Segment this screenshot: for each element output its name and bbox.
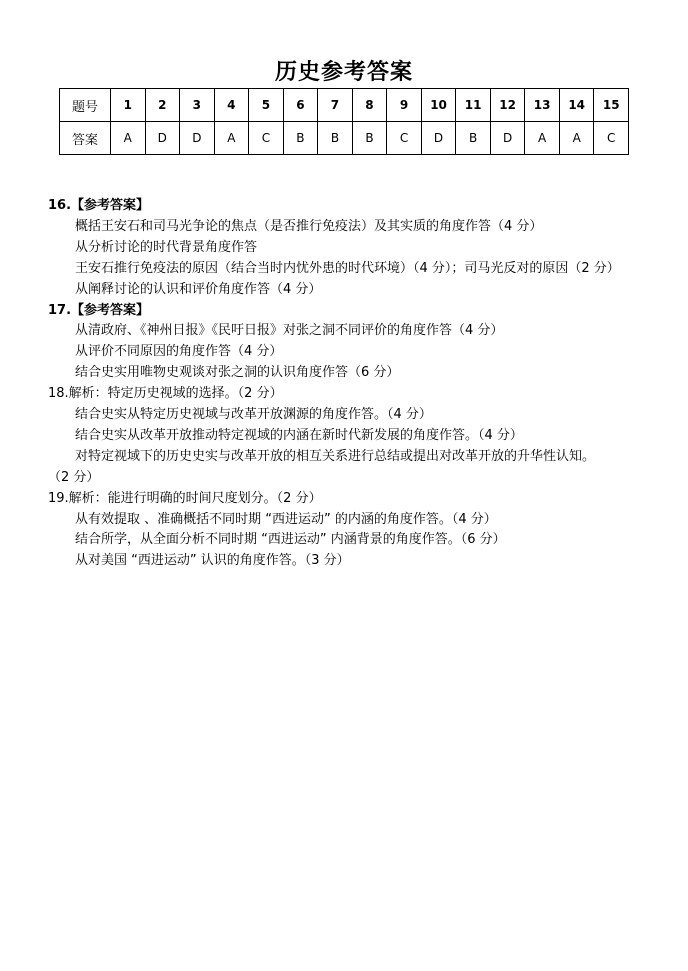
question-heading: 17.【参考答案】: [48, 302, 150, 318]
explanation-line: 从阐释讨论的认识和评价角度作答（4 分）: [75, 281, 322, 297]
explanation-line: （2 分）: [48, 469, 100, 485]
answer-cell: C: [594, 122, 629, 155]
answer-cell: A: [111, 122, 146, 155]
explanation-line: 从评价不同原因的角度作答（4 分）: [75, 344, 283, 360]
question-number-cell: 10: [421, 89, 456, 122]
explanation-line: 结合史实用唯物史观谈对张之洞的认识角度作答（6 分）: [75, 365, 400, 381]
explanation-line: 结合史实从特定历史视域与改革开放渊源的角度作答。（4 分）: [75, 407, 432, 422]
row-header-answer: 答案: [60, 122, 111, 155]
answer-cell: B: [318, 122, 353, 155]
explanation-line: 从分析讨论的时代背景角度作答: [75, 239, 258, 255]
answer-cell: B: [456, 122, 491, 155]
question-number-cell: 15: [594, 89, 629, 122]
question-heading: 16.【参考答案】: [48, 198, 150, 213]
explanation-line: 从对美国 “西进运动” 认识的角度作答。（3 分）: [75, 553, 350, 569]
answer-cell: A: [559, 122, 594, 155]
question-number-cell: 11: [456, 89, 491, 122]
question-number-cell: 1: [111, 89, 146, 122]
question-number-cell: 2: [145, 89, 180, 122]
answer-cell: D: [180, 122, 215, 155]
question-number-row: [60, 89, 629, 122]
explanation-line: 结合史实从改革开放推动特定视域的内涵在新时代新发展的角度作答。（4 分）: [75, 427, 523, 443]
explanation-line: 从清政府、《神州日报》《民吁日报》对张之洞不同评价的角度作答（4 分）: [75, 323, 504, 339]
answer-cell: C: [387, 122, 422, 155]
question-number-cell: 6: [283, 89, 318, 122]
row-header-question-number: 题号: [60, 89, 111, 122]
answer-table: [59, 88, 629, 155]
answer-cell: D: [145, 122, 180, 155]
answer-cell: C: [249, 122, 284, 155]
explanation-line: 从有效提取 、准确概括不同时期 “西进运动” 的内涵的角度作答。（4 分）: [75, 511, 497, 527]
answer-cell: D: [490, 122, 525, 155]
answer-cell: A: [525, 122, 560, 155]
question-number-cell: 12: [490, 89, 525, 122]
answer-cell: B: [352, 122, 387, 155]
page-title: 历史参考答案: [274, 60, 413, 85]
question-number-cell: 3: [180, 89, 215, 122]
question-number-cell: 9: [387, 89, 422, 122]
explanation-line: 对特定视域下的历史史实与改革开放的相互关系进行总结或提出对改革开放的升华性认知。: [75, 448, 596, 464]
question-heading: 18.解析：特定历史视域的选择。（2 分）: [48, 386, 283, 402]
question-number-cell: 7: [318, 89, 353, 122]
answer-cell: B: [283, 122, 318, 155]
question-number-cell: 14: [559, 89, 594, 122]
explanation-line: 王安石推行免疫法的原因（结合当时内忧外患的时代环境）（4 分）；司马光反对的原因（2 分）: [75, 260, 620, 276]
question-number-cell: 4: [214, 89, 249, 122]
explanation-line: 概括王安石和司马光争论的焦点（是否推行免疫法）及其实质的角度作答（4 分）: [75, 218, 543, 234]
question-number-cell: 5: [249, 89, 284, 122]
answer-cell: A: [214, 122, 249, 155]
answer-cell: D: [421, 122, 456, 155]
answer-row: [60, 122, 629, 155]
question-number-cell: 8: [352, 89, 387, 122]
explanation-line: 结合所学，从全面分析不同时期 “西进运动” 内涵背景的角度作答。（6 分）: [75, 532, 506, 548]
question-heading: 19.解析：能进行明确的时间尺度划分。（2 分）: [48, 490, 322, 506]
question-number-cell: 13: [525, 89, 560, 122]
